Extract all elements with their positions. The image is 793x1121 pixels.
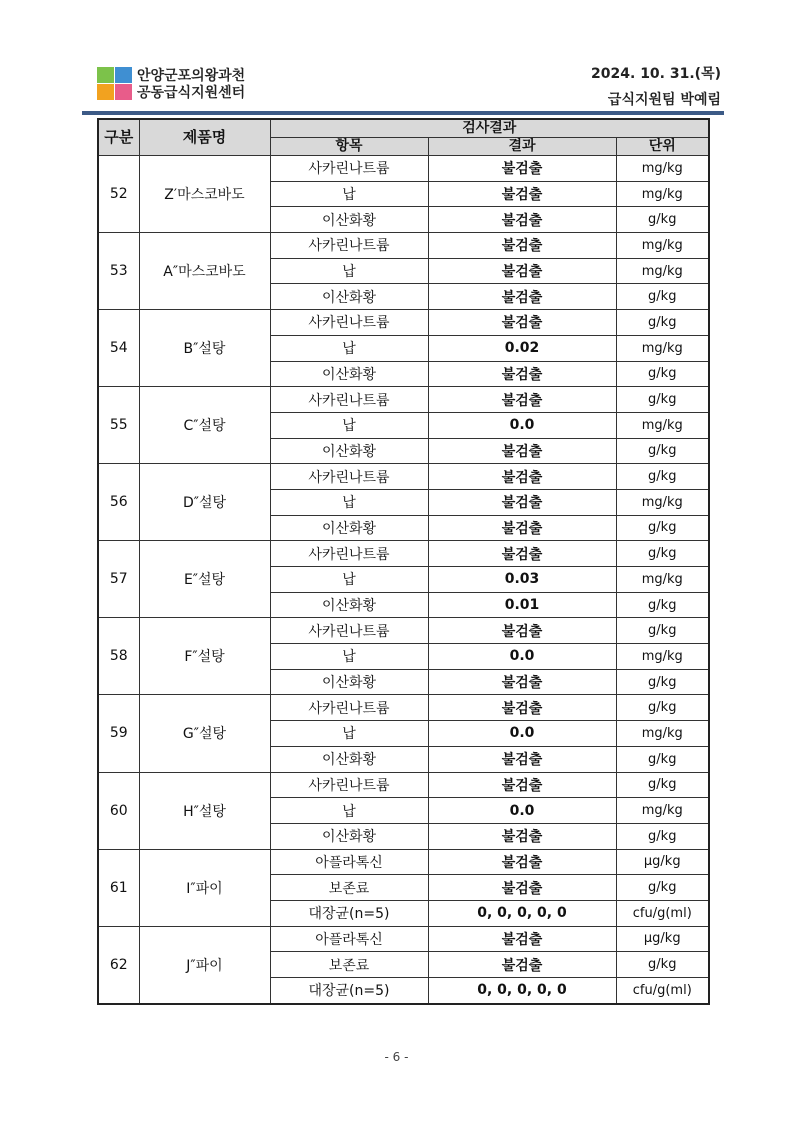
- test-result: 불검출: [428, 875, 616, 901]
- test-unit: g/kg: [616, 284, 709, 310]
- test-item: 납: [270, 644, 428, 670]
- test-unit: mg/kg: [616, 567, 709, 593]
- header-unit: 단위: [616, 138, 709, 156]
- header-result-group: 검사결과: [270, 119, 709, 138]
- sample-number: 55: [98, 387, 139, 464]
- test-item: 이산화황: [270, 823, 428, 849]
- test-item: 납: [270, 567, 428, 593]
- test-unit: mg/kg: [616, 233, 709, 259]
- test-unit: g/kg: [616, 207, 709, 233]
- test-result: 불검출: [428, 772, 616, 798]
- center-logo: [97, 67, 133, 101]
- test-item: 사카린나트륨: [270, 156, 428, 182]
- product-name: Z′마스코바도: [139, 156, 270, 233]
- test-item: 이산화황: [270, 284, 428, 310]
- product-name: B″설탕: [139, 310, 270, 387]
- table-row: [98, 464, 709, 490]
- organization-line-1: 안양군포의왕과천: [137, 68, 246, 84]
- test-unit: g/kg: [616, 592, 709, 618]
- sample-number: 54: [98, 310, 139, 387]
- test-result: 불검출: [428, 156, 616, 182]
- test-unit: mg/kg: [616, 335, 709, 361]
- sample-number: 59: [98, 695, 139, 772]
- test-unit: cfu/g(ml): [616, 900, 709, 926]
- test-item: 이산화황: [270, 746, 428, 772]
- product-name: E″설탕: [139, 541, 270, 618]
- sample-number: 53: [98, 233, 139, 310]
- test-result: 0.0: [428, 412, 616, 438]
- product-name: J″파이: [139, 926, 270, 1004]
- test-item: 이산화황: [270, 669, 428, 695]
- test-result: 불검출: [428, 310, 616, 336]
- team-author: 급식지원팀 박예림: [607, 92, 721, 108]
- test-unit: g/kg: [616, 541, 709, 567]
- organization-line-2: 공동급식지원센터: [137, 85, 246, 101]
- product-name: G″설탕: [139, 695, 270, 772]
- table-row: [98, 387, 709, 413]
- test-unit: g/kg: [616, 361, 709, 387]
- test-result: 0.03: [428, 567, 616, 593]
- test-item: 사카린나트륨: [270, 541, 428, 567]
- product-name: D″설탕: [139, 464, 270, 541]
- test-item: 이산화황: [270, 515, 428, 541]
- test-item: 납: [270, 258, 428, 284]
- table-row: [98, 156, 709, 182]
- sample-number: 52: [98, 156, 139, 233]
- test-unit: mg/kg: [616, 258, 709, 284]
- header-result: 결과: [428, 138, 616, 156]
- test-item: 사카린나트륨: [270, 618, 428, 644]
- header-rule: [82, 111, 724, 115]
- test-item: 이산화황: [270, 361, 428, 387]
- test-unit: cfu/g(ml): [616, 978, 709, 1004]
- header-group: 구분: [98, 119, 139, 156]
- test-item: 사카린나트륨: [270, 772, 428, 798]
- sample-number: 58: [98, 618, 139, 695]
- test-result: 0.02: [428, 335, 616, 361]
- test-result: 불검출: [428, 489, 616, 515]
- test-result: 불검출: [428, 823, 616, 849]
- test-item: 아플라톡신: [270, 849, 428, 875]
- test-unit: g/kg: [616, 875, 709, 901]
- test-item: 이산화황: [270, 438, 428, 464]
- test-result: 0.0: [428, 721, 616, 747]
- test-result: 불검출: [428, 464, 616, 490]
- test-result: 0, 0, 0, 0, 0: [428, 900, 616, 926]
- test-item: 사카린나트륨: [270, 464, 428, 490]
- test-unit: μg/kg: [616, 926, 709, 952]
- test-unit: g/kg: [616, 438, 709, 464]
- sample-number: 62: [98, 926, 139, 1004]
- test-unit: mg/kg: [616, 721, 709, 747]
- test-item: 납: [270, 798, 428, 824]
- test-item: 납: [270, 412, 428, 438]
- test-result: 불검출: [428, 541, 616, 567]
- test-item: 이산화황: [270, 207, 428, 233]
- test-item: 이산화황: [270, 592, 428, 618]
- sample-number: 60: [98, 772, 139, 849]
- test-unit: g/kg: [616, 823, 709, 849]
- test-unit: g/kg: [616, 387, 709, 413]
- test-unit: g/kg: [616, 310, 709, 336]
- test-unit: mg/kg: [616, 644, 709, 670]
- test-result: 불검출: [428, 258, 616, 284]
- product-name: H″설탕: [139, 772, 270, 849]
- test-item: 납: [270, 721, 428, 747]
- test-item: 대장균(n=5): [270, 900, 428, 926]
- test-result: 불검출: [428, 952, 616, 978]
- results-body: [98, 156, 709, 1004]
- test-item: 아플라톡신: [270, 926, 428, 952]
- table-row: [98, 695, 709, 721]
- test-unit: g/kg: [616, 952, 709, 978]
- test-result: 불검출: [428, 695, 616, 721]
- test-unit: mg/kg: [616, 489, 709, 515]
- test-result: 불검출: [428, 669, 616, 695]
- test-unit: μg/kg: [616, 849, 709, 875]
- test-result: 0, 0, 0, 0, 0: [428, 978, 616, 1004]
- test-item: 보존료: [270, 952, 428, 978]
- test-item: 납: [270, 489, 428, 515]
- table-row: [98, 926, 709, 952]
- test-unit: g/kg: [616, 772, 709, 798]
- test-unit: g/kg: [616, 515, 709, 541]
- test-unit: mg/kg: [616, 798, 709, 824]
- product-name: A″마스코바도: [139, 233, 270, 310]
- header-product: 제품명: [139, 119, 270, 156]
- test-item: 사카린나트륨: [270, 695, 428, 721]
- test-result: 불검출: [428, 438, 616, 464]
- table-row: [98, 233, 709, 259]
- test-result: 0.01: [428, 592, 616, 618]
- test-result: 불검출: [428, 926, 616, 952]
- document-date: 2024. 10. 31.(목): [591, 66, 721, 82]
- test-item: 사카린나트륨: [270, 387, 428, 413]
- test-item: 사카린나트륨: [270, 310, 428, 336]
- sample-number: 56: [98, 464, 139, 541]
- test-item: 납: [270, 335, 428, 361]
- test-unit: g/kg: [616, 669, 709, 695]
- header-item: 항목: [270, 138, 428, 156]
- sample-number: 61: [98, 849, 139, 926]
- sample-number: 57: [98, 541, 139, 618]
- page-number: - 6 -: [384, 1050, 409, 1064]
- test-result: 불검출: [428, 181, 616, 207]
- test-result: 불검출: [428, 233, 616, 259]
- test-unit: g/kg: [616, 464, 709, 490]
- test-result: 불검출: [428, 618, 616, 644]
- test-result: 0.0: [428, 798, 616, 824]
- test-result: 불검출: [428, 207, 616, 233]
- test-unit: g/kg: [616, 746, 709, 772]
- product-name: C″설탕: [139, 387, 270, 464]
- product-name: F″설탕: [139, 618, 270, 695]
- product-name: I″파이: [139, 849, 270, 926]
- test-result: 0.0: [428, 644, 616, 670]
- table-row: [98, 772, 709, 798]
- test-unit: g/kg: [616, 618, 709, 644]
- test-result: 불검출: [428, 849, 616, 875]
- test-result: 불검출: [428, 284, 616, 310]
- test-item: 사카린나트륨: [270, 233, 428, 259]
- table-row: [98, 618, 709, 644]
- inspection-results-table: [97, 118, 710, 1005]
- test-unit: mg/kg: [616, 156, 709, 182]
- test-result: 불검출: [428, 387, 616, 413]
- table-row: [98, 849, 709, 875]
- test-result: 불검출: [428, 746, 616, 772]
- test-unit: mg/kg: [616, 181, 709, 207]
- test-result: 불검출: [428, 515, 616, 541]
- test-item: 대장균(n=5): [270, 978, 428, 1004]
- page-header: [97, 60, 721, 112]
- test-unit: g/kg: [616, 695, 709, 721]
- test-item: 납: [270, 181, 428, 207]
- table-row: [98, 541, 709, 567]
- test-unit: mg/kg: [616, 412, 709, 438]
- organization-name: [137, 68, 245, 102]
- test-result: 불검출: [428, 361, 616, 387]
- table-row: [98, 310, 709, 336]
- test-item: 보존료: [270, 875, 428, 901]
